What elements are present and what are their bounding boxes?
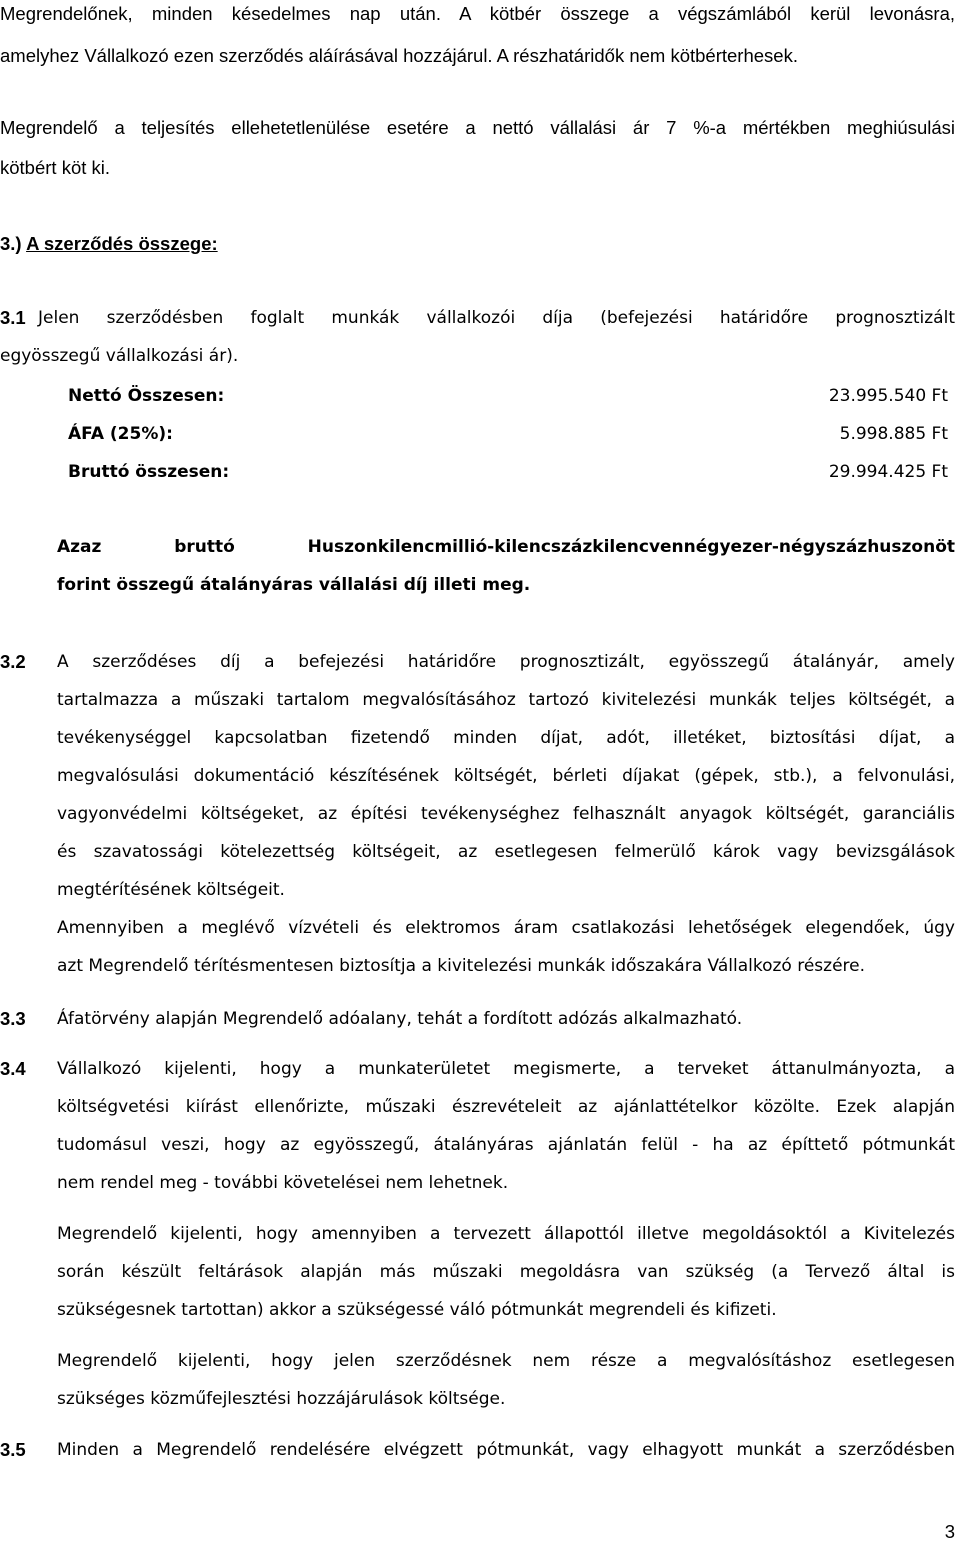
clause-text: tartalmazza a műszaki tartalom megvalósításához tartozó kivitelezési munkák teljes költségét, a: [57, 690, 955, 710]
clause-text: megtérítésének költségeit.: [57, 880, 285, 900]
clause-text: megvalósulási dokumentáció készítésének költségét, bérleti díjakat (gépek, stb.), a felvonulási,: [57, 766, 955, 786]
total-value: 23.995.540 Ft: [828, 386, 948, 406]
clause-text: során készült feltárások alapján más műszaki megoldásra van szükség (a Tervező által is: [57, 1262, 955, 1282]
clause-text: Megrendelő kijelenti, hogy jelen szerződésnek nem része a megvalósításhoz esetlegesen: [57, 1351, 955, 1371]
clause-text: azt Megrendelő térítésmentesen biztosítja a kivitelezési munkák időszakára Vállalkozó részére.: [57, 956, 866, 976]
page-number: 3: [944, 1521, 955, 1542]
amount-in-words: Azaz bruttó Huszonkilencmillió-kilencszázkilencvennégyezer-négyszázhuszonöt: [57, 537, 955, 557]
clause-text: egyösszegű vállalkozási ár).: [0, 346, 239, 366]
clause-text: Amennyiben a meglévő vízvételi és elektromos áram csatlakozási lehetőségek elegendőek, úgy: [57, 918, 955, 938]
clause-text: szükséges közműfejlesztési hozzájárulások költsége.: [57, 1389, 506, 1409]
section-title: A szerződés összege:: [26, 233, 218, 254]
clause-text: költségvetési kiírást ellenőrizte, műszaki észrevételeit az ajánlattételkor közölte. Ezek alapján: [57, 1097, 955, 1117]
clause-text: A szerződéses díj a befejezési határidőre prognosztizált, egyösszegű átalányár, amely: [57, 652, 955, 672]
clause-number: 3.1: [0, 307, 26, 328]
clause-text: és szavatossági kötelezettség költségeit, az esetlegesen felmerülő károk vagy bevizsgálások: [57, 842, 955, 862]
clause-text: vagyonvédelmi költségeket, az építési tevékenységhez felhasznált anyagok költségét, garanciális: [57, 804, 955, 824]
clause-text: Jelen szerződésben foglalt munkák vállalkozói díja (befejezési határidőre prognosztizált: [38, 308, 955, 328]
total-value: 5.998.885 Ft: [839, 424, 948, 444]
total-label: Bruttó összesen:: [68, 462, 230, 482]
clause-number: 3.5: [0, 1439, 26, 1460]
total-label: ÁFA (25%):: [68, 424, 173, 444]
total-value: 29.994.425 Ft: [828, 462, 948, 482]
clause-text: Vállalkozó kijelenti, hogy a munkaterületet megismerte, a terveket áttanulmányozta, a: [57, 1059, 955, 1079]
intro-line: kötbért köt ki.: [0, 157, 111, 178]
clause-text: szükségesnek tartottan) akkor a szükségessé váló pótmunkát megrendeli és kifizeti.: [57, 1300, 777, 1320]
clause-text: Megrendelő kijelenti, hogy amennyiben a tervezett állapottól illetve megoldásoktól a Kivitelezés: [57, 1224, 955, 1244]
clause-number: 3.3: [0, 1008, 26, 1029]
clause-text: nem rendel meg - további követelései nem lehetnek.: [57, 1173, 509, 1193]
section-number: 3.): [0, 233, 22, 254]
intro-line: amelyhez Vállalkozó ezen szerződés aláírásával hozzájárul. A részhatáridők nem kötbérterhesek.: [0, 45, 798, 66]
total-label: Nettó Összesen:: [68, 386, 225, 406]
section-heading: [0, 233, 218, 255]
clause-text: tudomásul veszi, hogy az egyösszegű, átalányáras ajánlatán felül - ha az építtető pótmunkát: [57, 1135, 955, 1155]
intro-line: Megrendelőnek, minden késedelmes nap után. A kötbér összege a végszámlából kerül levonásra,: [0, 3, 955, 24]
intro-line: Megrendelő a teljesítés ellehetetlenülése esetére a nettó vállalási ár 7 %-a mértékben meghiúsulási: [0, 117, 955, 138]
clause-text: Minden a Megrendelő rendelésére elvégzett pótmunkát, vagy elhagyott munkát a szerződésben: [57, 1440, 955, 1460]
amount-in-words: forint összegű átalányáras vállalási díj illeti meg.: [57, 575, 531, 595]
clause-text: tevékenységgel kapcsolatban fizetendő minden díjat, adót, illetéket, biztosítási díjat, a: [57, 728, 955, 748]
clause-number: 3.2: [0, 651, 26, 672]
clause-text: Áfatörvény alapján Megrendelő adóalany, tehát a fordított adózás alkalmazható.: [57, 1009, 743, 1029]
clause-number: 3.4: [0, 1058, 26, 1079]
